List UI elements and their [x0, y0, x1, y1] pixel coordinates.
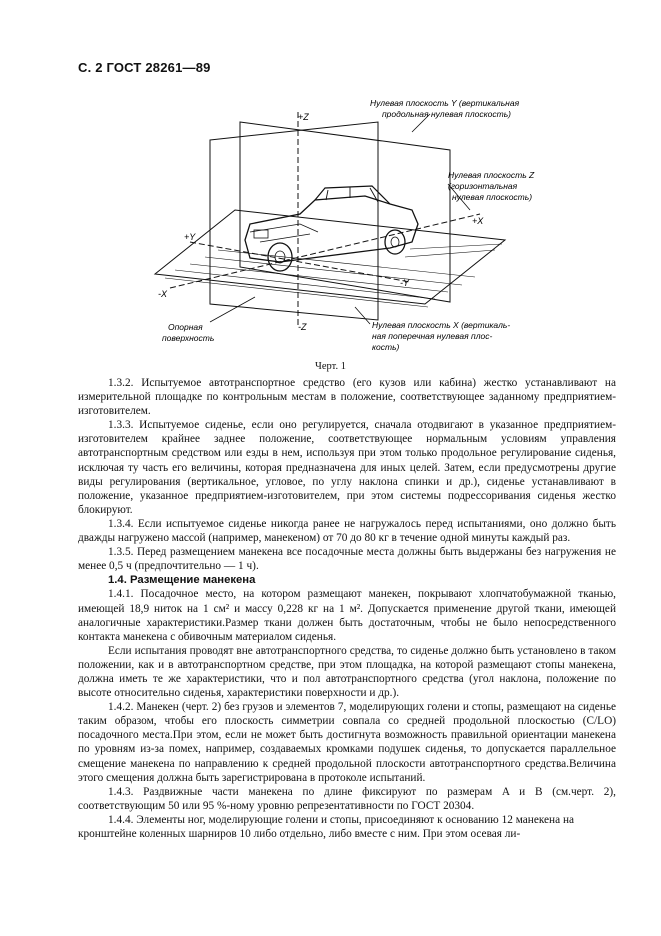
label-plus-y: +Y [184, 232, 196, 242]
paragraph-1-4-2: 1.4.2. Манекен (черт. 2) без грузов и элементов 7, моделирующих голени и стопы, размещают на сиденье таким образом, чтобы его плоскость симметрии совпала со средней продольной плоскостью (C/LO) посадочного места.При этом, если не может быть достигнута возможность правильной ориентации манекена по уровням из-за помех, например, создаваемых кромками подушек сиденья, то допускается параллельное смещение манекена по направлению к средней продольной плоскости автотранспортного средства.Величина этого смещения должна быть зарегистрирована в протоколе испытаний. [78, 701, 616, 784]
figure-drawing [150, 92, 580, 362]
label-minus-x: -X [158, 289, 167, 299]
body-text [78, 376, 616, 841]
label-plane-x-2: ная поперечная нулевая плос- [372, 331, 493, 341]
label-minus-y: -Y [400, 278, 409, 288]
page-header: С. 2 ГОСТ 28261—89 [78, 60, 211, 75]
figure-caption: Черт. 1 [315, 361, 346, 372]
paragraph-1-4-4: 1.4.4. Элементы ног, моделирующие голени и стопы, присоединяют к основанию 12 манекена на кронштейне коленных шарниров 10 либо отдельно, либо вместе с ним. При этом осевая ли- [78, 813, 575, 840]
section-heading-1-4: 1.4. Размещение манекена [108, 574, 256, 587]
paragraph-1-4-3: 1.4.3. Раздвижные части манекена по длине фиксируют по размерам A и B (см.черт. 2), соответствующим 50 или 95 %-ному уровню репрезентативности по ГОСТ 20304. [78, 785, 616, 812]
paragraph-1-3-2: 1.3.2. Испытуемое автотранспортное средство (его кузов или кабина) жестко устанавливают на измерительной площадке по контрольным местам в положение, соответствующее заданному предприятием-изготовителем. [78, 377, 616, 418]
label-support-2: поверхность [162, 333, 215, 343]
paragraph-1-4-1: 1.4.1. Посадочное место, на котором размещают манекен, покрывают хлопчатобумажной тканью, имеющей 18,9 ниток на 1 см² и массу 0,228 кг на 1 м². Допускается применение другой ткани, имеющей аналогичные характеристики.Размер ткани должен быть достаточным, чтобы не было непосредственного контакта манекена с обивочным материалом сиденья. [78, 588, 616, 643]
plane-x-outline [210, 122, 378, 320]
paragraph-1-4-1-b: Если испытания проводят вне автотранспортного средства, то сиденье должно быть установлено в таком положении, как и в автотранспортном средстве, при этом площадка, на которой размещают стопы манекена, должна иметь те же характеристики, что и пол автотранспортного средства (угол наклона, положение по высоте относительно сиденья, характеристики поверхности и др.). [78, 644, 616, 700]
paragraph-1-3-3: 1.3.3. Испытуемое сиденье, если оно регулируется, сначала отодвигают в указанное предприятием-изготовителем крайнее заднее положение, соответствующее нормальным условиям управления автотранспортным средством или езды в нем, используя при этом только продольное регулирование сиденья, исключая ту часть его величины, которая предназначена для иных целей. Затем, если предусмотрены другие виды регулирования (вертикальное, угловое, по углу наклона спинки и др.), сиденье устанавливают в положение, указанное предприятием-изготовителем, при этом системы подрессоривания сиденья жестко блокируют. [78, 419, 616, 516]
label-plane-y-2: продольная нулевая плоскость) [382, 109, 511, 119]
paragraph-1-3-5: 1.3.5. Перед размещением манекена все посадочные места должны быть выдержаны без нагружения не менее 0,5 ч (предпочтительно — 1 ч). [78, 546, 616, 573]
label-plane-z-2: (горизонтальная [448, 181, 518, 191]
label-support-1: Опорная [168, 322, 203, 332]
label-plus-z: +Z [298, 112, 309, 122]
figure-coordinate-planes [150, 92, 580, 362]
label-plus-x: +X [472, 216, 484, 226]
paragraph-1-3-4: 1.3.4. Если испытуемое сиденье никогда ранее не нагружалось перед испытаниями, оно должно быть дважды нагружено массой (например, манекеном) от 70 до 80 кг в течение одной минуты каждый раз. [78, 517, 616, 545]
label-plane-z-3: нулевая плоскость) [452, 192, 533, 202]
label-plane-y-1: Нулевая плоскость Y (вертикальная [370, 98, 520, 108]
label-plane-x-3: кость) [372, 342, 400, 352]
plane-y-outline [240, 122, 450, 302]
label-minus-z: -Z [298, 322, 307, 332]
label-plane-x-1: Нулевая плоскость X (вертикаль- [372, 320, 511, 330]
car-illustration [245, 186, 418, 271]
label-plane-z-1: Нулевая плоскость Z [448, 170, 535, 180]
